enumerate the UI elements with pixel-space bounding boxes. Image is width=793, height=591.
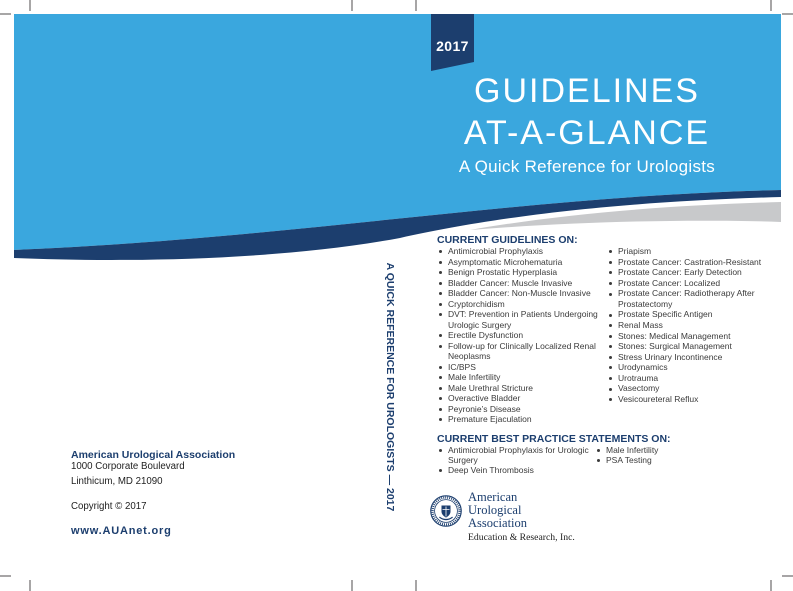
bullet-icon bbox=[437, 445, 448, 455]
logo-name-line-2: Urological bbox=[468, 503, 522, 517]
bullet-icon bbox=[607, 288, 618, 298]
bullet-icon bbox=[607, 341, 618, 351]
list-item-text bbox=[618, 394, 698, 405]
list-item bbox=[607, 331, 761, 342]
list-item bbox=[607, 257, 761, 268]
list-item-text bbox=[618, 267, 742, 278]
bullet-icon bbox=[607, 257, 618, 267]
bullet-icon bbox=[607, 362, 618, 372]
list-item bbox=[607, 352, 761, 363]
bullet-icon bbox=[437, 246, 448, 256]
bullet-icon bbox=[607, 331, 618, 341]
bullet-icon bbox=[437, 465, 448, 475]
subtitle: A Quick Reference for Urologists bbox=[458, 157, 716, 176]
bullet-icon bbox=[607, 309, 618, 319]
bullet-icon bbox=[437, 278, 448, 288]
list-item bbox=[437, 288, 598, 299]
list-item bbox=[437, 414, 598, 425]
address-line-2: Linthicum, MD 21090 bbox=[71, 476, 163, 487]
list-item-line: IC/BPS bbox=[448, 361, 476, 372]
list-item-line: Renal Mass bbox=[618, 319, 663, 330]
list-item-line: Cryptorchidism bbox=[448, 298, 505, 309]
bullet-icon bbox=[437, 309, 448, 319]
bullet-icon bbox=[607, 320, 618, 330]
list-item-line: Bladder Cancer: Non-Muscle Invasive bbox=[448, 288, 591, 298]
list-item bbox=[607, 394, 761, 405]
list-item bbox=[607, 267, 761, 278]
list-item-line: Stones: Surgical Management bbox=[618, 341, 732, 352]
list-item-line: Overactive Bladder bbox=[448, 393, 521, 403]
list-item-line: Male Infertility bbox=[448, 372, 501, 382]
list-item-line: PSA Testing bbox=[606, 455, 652, 465]
list-item bbox=[437, 362, 598, 373]
list-item bbox=[437, 445, 589, 465]
guidelines-list-right bbox=[607, 246, 761, 404]
list-item-text bbox=[448, 383, 533, 394]
list-item-line: Urologic Surgery bbox=[448, 319, 512, 330]
list-item-line: DVT: Prevention in Patients Undergoing bbox=[448, 309, 598, 319]
bullet-icon bbox=[437, 330, 448, 340]
list-item bbox=[437, 341, 598, 362]
list-item bbox=[437, 465, 589, 475]
list-item-text bbox=[448, 257, 562, 268]
address-line-1: 1000 Corporate Boulevard bbox=[71, 461, 185, 472]
bullet-icon bbox=[437, 393, 448, 403]
list-item-text bbox=[448, 393, 520, 404]
bullet-icon bbox=[437, 362, 448, 372]
best-practice-list-left bbox=[437, 445, 589, 475]
list-item-text bbox=[448, 309, 598, 330]
copyright: Copyright © 2017 bbox=[71, 501, 147, 512]
aua-seal-icon bbox=[430, 495, 462, 527]
list-item bbox=[437, 309, 598, 330]
list-item-text bbox=[448, 267, 557, 278]
list-item bbox=[595, 445, 658, 455]
bullet-icon bbox=[607, 278, 618, 288]
list-item bbox=[607, 288, 761, 309]
bullet-icon bbox=[437, 257, 448, 267]
guidelines-list-left bbox=[437, 246, 598, 425]
list-item-line: Prostate Specific Antigen bbox=[618, 309, 713, 320]
list-item-line: Bladder Cancer: Muscle Invasive bbox=[448, 277, 573, 288]
list-item-text bbox=[448, 299, 505, 310]
list-item-text bbox=[448, 445, 589, 465]
list-item-line: Prostate Cancer: Localized bbox=[618, 277, 721, 288]
best-practice-list-right bbox=[595, 445, 658, 465]
list-item bbox=[595, 455, 658, 465]
list-item-line: Antimicrobial Prophylaxis bbox=[448, 246, 543, 256]
list-item-line: Prostate Cancer: Early Detection bbox=[618, 267, 742, 278]
list-item-text bbox=[448, 341, 596, 362]
year-tab-label: 2017 bbox=[436, 38, 469, 54]
list-item-text bbox=[448, 372, 500, 383]
list-item bbox=[607, 362, 761, 373]
list-item bbox=[437, 267, 598, 278]
title-line-1: GUIDELINES bbox=[474, 72, 700, 110]
list-item-line: Vasectomy bbox=[618, 383, 660, 394]
list-item-text bbox=[448, 288, 591, 299]
list-item-line: Neoplasms bbox=[448, 351, 491, 361]
list-item bbox=[607, 309, 761, 320]
bullet-icon bbox=[607, 373, 618, 383]
list-item-text bbox=[618, 341, 732, 352]
list-item bbox=[437, 246, 598, 257]
bullet-icon bbox=[607, 267, 618, 277]
list-item-text bbox=[618, 309, 713, 320]
list-item-line: Erectile Dysfunction bbox=[448, 330, 524, 340]
list-item-line: Prostatectomy bbox=[618, 298, 673, 309]
list-item-line: Premature Ejaculation bbox=[448, 414, 532, 424]
list-item-text bbox=[606, 445, 658, 455]
title-line-2: AT-A-GLANCE bbox=[463, 114, 711, 152]
bullet-icon bbox=[437, 299, 448, 309]
bullet-icon bbox=[437, 372, 448, 382]
best-practice-heading: CURRENT BEST PRACTICE STATEMENTS ON: bbox=[437, 433, 671, 445]
list-item-text bbox=[448, 465, 534, 475]
list-item-line: Deep Vein Thrombosis bbox=[448, 465, 534, 475]
list-item-text bbox=[618, 320, 663, 331]
list-item-line: Priapism bbox=[618, 246, 652, 256]
list-item-line: Urotrauma bbox=[618, 372, 659, 383]
list-item-line: Vesicoureteral Reflux bbox=[618, 393, 699, 404]
list-item-text bbox=[448, 414, 532, 425]
guidelines-heading: CURRENT GUIDELINES ON: bbox=[437, 234, 578, 246]
bullet-icon bbox=[607, 246, 618, 256]
list-item-line: Asymptomatic Microhematuria bbox=[448, 256, 563, 267]
list-item bbox=[437, 383, 598, 394]
list-item-line: Benign Prostatic Hyperplasia bbox=[448, 267, 558, 277]
list-item-line: Antimicrobial Prophylaxis for Urologic bbox=[448, 445, 589, 455]
list-item-line: Prostate Cancer: Castration-Resistant bbox=[618, 256, 762, 267]
list-item bbox=[437, 278, 598, 289]
list-item bbox=[607, 373, 761, 384]
list-item-text bbox=[606, 455, 652, 465]
list-item-line: Prostate Cancer: Radiotherapy After bbox=[618, 288, 755, 299]
list-item-text bbox=[618, 331, 730, 342]
list-item-line: Male Infertility bbox=[606, 445, 659, 455]
bullet-icon bbox=[437, 267, 448, 277]
list-item-text bbox=[618, 246, 651, 257]
list-item bbox=[607, 320, 761, 331]
bullet-icon bbox=[437, 414, 448, 424]
list-item-text bbox=[618, 383, 659, 394]
list-item-text bbox=[618, 373, 658, 384]
list-item-line: Peyronie’s Disease bbox=[448, 403, 521, 414]
list-item bbox=[437, 393, 598, 404]
list-item bbox=[437, 257, 598, 268]
list-item-line: Follow-up for Clinically Localized Renal bbox=[448, 340, 596, 351]
list-item-text bbox=[448, 246, 543, 257]
organization-name: American Urological Association bbox=[71, 449, 236, 461]
spine-title: A QUICK REFERENCE FOR UROLOGISTS — 2017 bbox=[384, 262, 396, 512]
bullet-icon bbox=[607, 394, 618, 404]
bullet-icon bbox=[437, 404, 448, 414]
list-item-text bbox=[448, 362, 476, 373]
list-item-text bbox=[618, 352, 722, 363]
list-item-text bbox=[618, 278, 720, 289]
bullet-icon bbox=[437, 383, 448, 393]
list-item-line: Stones: Medical Management bbox=[618, 330, 731, 341]
list-item-text bbox=[618, 288, 755, 309]
bullet-icon bbox=[437, 288, 448, 298]
bullet-icon bbox=[437, 341, 448, 351]
list-item bbox=[607, 246, 761, 257]
list-item bbox=[607, 278, 761, 289]
bullet-icon bbox=[595, 445, 606, 455]
list-item bbox=[437, 404, 598, 415]
list-item bbox=[437, 330, 598, 341]
list-item-line: Stress Urinary Incontinence bbox=[618, 351, 723, 362]
list-item-text bbox=[448, 330, 523, 341]
list-item bbox=[437, 372, 598, 383]
logo-name-line-3: Association bbox=[468, 516, 528, 530]
list-item-text bbox=[618, 257, 761, 268]
logo-tagline: Education & Research, Inc. bbox=[468, 532, 575, 543]
logo-name-line-1: American bbox=[468, 490, 518, 504]
list-item-line: Urodynamics bbox=[618, 362, 668, 373]
bullet-icon bbox=[607, 383, 618, 393]
list-item-line: Surgery bbox=[448, 455, 478, 465]
bullet-icon bbox=[607, 352, 618, 362]
bullet-icon bbox=[595, 455, 606, 465]
website: www.AUAnet.org bbox=[71, 525, 172, 537]
list-item bbox=[607, 341, 761, 352]
list-item bbox=[607, 383, 761, 394]
list-item-line: Male Urethral Stricture bbox=[448, 382, 534, 393]
list-item-text bbox=[448, 278, 572, 289]
list-item-text bbox=[448, 404, 521, 415]
list-item bbox=[437, 299, 598, 310]
list-item-text bbox=[618, 362, 668, 373]
